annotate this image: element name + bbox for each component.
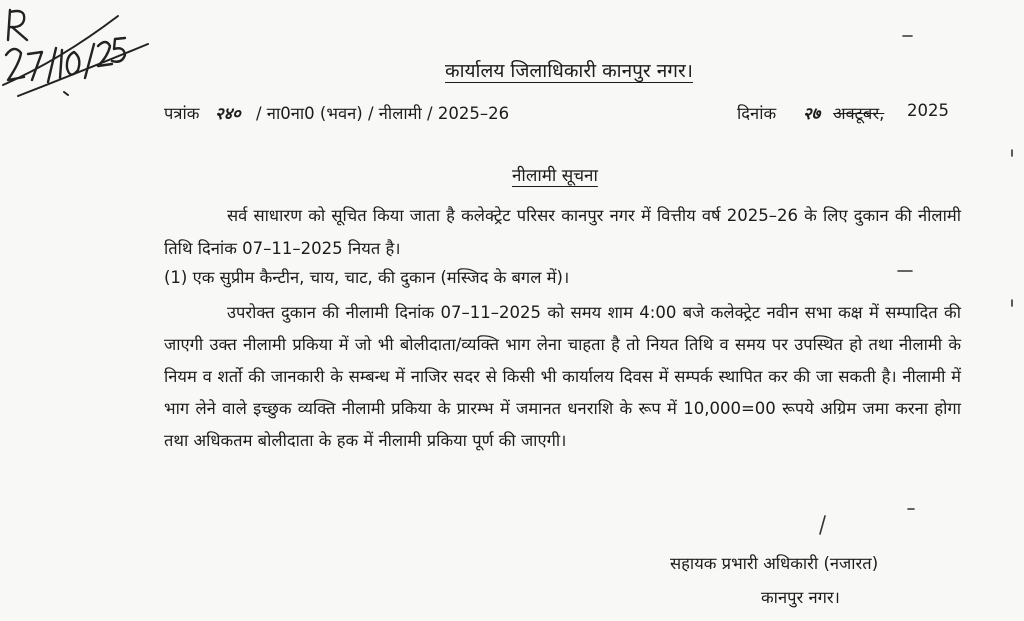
reference-details: / ना0ना0 (भवन) / नीलामी / 2025–26 [256,104,510,123]
handwritten-date-note [3,10,148,96]
notice-paragraph-2: उपरोक्त दुकान की नीलामी दिनांक 07–11–2025 को समय शाम 4:00 बजे कलेक्ट्रेट नवीन सभा कक्ष में सम्पादित की जाएगी उक्त नीलामी प्रकिया में जो भी बोलीदाता/व्यक्ति भाग लेना चाहता है तो नियत तिथि व समय पर उपस्थित हो तथा नीलामी के नियम व शर्तो की जानकारी के सम्बन्ध में नाजिर सदर से किसी भी कार्यालय दिवस में सम्पर्क स्थापित कर की जा सकती है। नीलामी में भाग लेने वाले इच्छुक व्यक्ति नीलामी प्रकिया के प्रारम्भ में जमानत धनराशि के रूप में 10,000=00 रूपये अग्रिम जमा करना होगा तथा अधिकतम बोलीदाता के हक में नीलामी प्रकिया पूर्ण की जाएगी। [164,303,961,450]
date-day: २७ [803,104,821,123]
office-heading: कार्यालय जिलाधिकारी कानपुर नगर। [445,60,693,82]
notice-item-1: (1) एक सुप्रीम कैन्टीन, चाय, चाट, की दुकान (मस्जिद के बगल में)। [164,268,570,287]
notice-title: नीलामी सूचना [512,166,598,186]
reference-label: पत्रांक [164,104,200,123]
date-year: 2025 [907,101,949,120]
reference-number: २४० [215,104,241,123]
notice-paragraph-1: सर्व साधारण को सूचित किया जाता है कलेक्ट्रेट परिसर कानपुर नगर में वित्तीय वर्ष 2025–26 के लिए दुकान की नीलामी तिथि दिनांक 07–11–2025 नियत है। [164,206,961,258]
date-month: अक्टूबर, [833,104,885,123]
date-label: दिनांक [737,104,777,123]
signatory-place: कानपुर नगर। [761,588,840,607]
signatory-designation: सहायक प्रभारी अधिकारी (नजारत) [670,554,879,573]
